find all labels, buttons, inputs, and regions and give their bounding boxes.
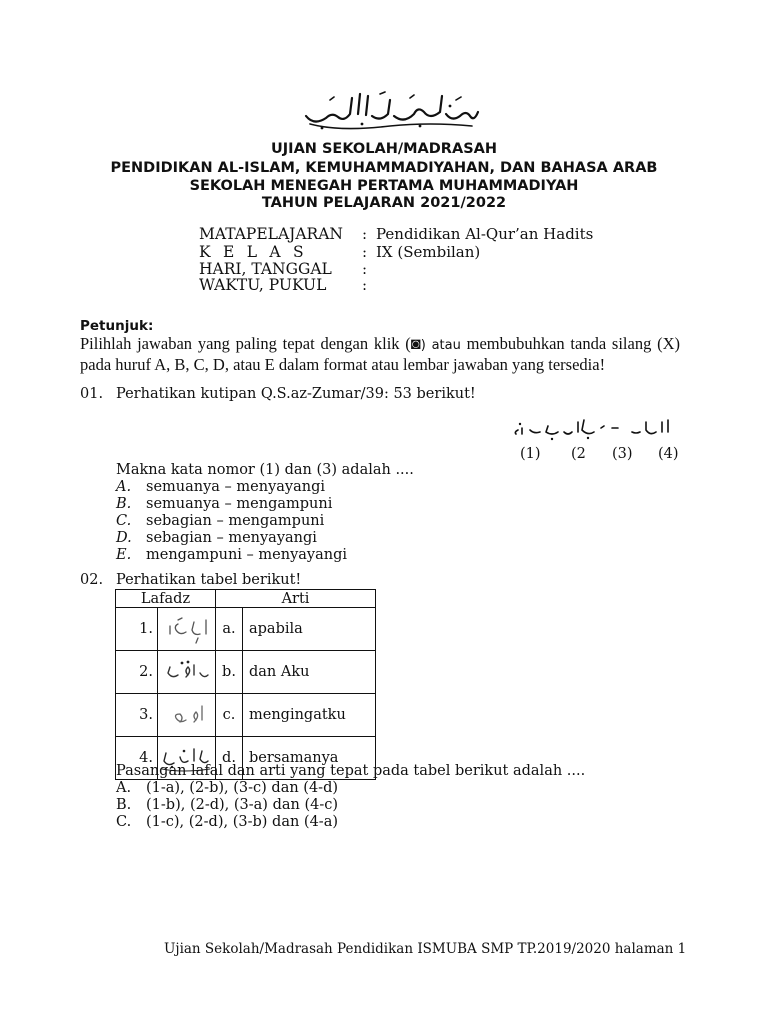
question-number: 01.	[80, 386, 104, 402]
exam-title: UJIAN SEKOLAH/MADRASAH	[271, 141, 497, 157]
info-colon: :	[362, 276, 368, 294]
page-footer: Ujian Sekolah/Madrasah Pendidikan ISMUBA SMP TP.2019/2020 halaman 1	[164, 941, 687, 957]
question-text: Perhatikan kutipan Q.S.az-Zumar/39: 53 berikut!	[116, 386, 476, 402]
option-text[interactable]: (1-c), (2-d), (3-b) dan (4-a)	[146, 814, 339, 830]
table-row	[116, 694, 376, 737]
arabic-word-2-icon	[158, 651, 216, 694]
row-letter: b.	[216, 651, 243, 694]
info-label-class: KELAS	[199, 243, 316, 261]
info-label-time: WAKTU, PUKUL	[199, 276, 327, 294]
info-value-class: IX (Sembilan)	[376, 243, 481, 261]
info-colon: :	[362, 243, 368, 261]
table-header-row	[116, 590, 376, 608]
instructions-text: Pilihlah jawaban yang paling tepat dengan klik (◙) atau membubuhkan tanda silang (X) pada huruf A, B, C, D, atau E dalam format atau lembar jawaban yang tersedia!	[80, 334, 680, 374]
option-text[interactable]: semuanya – mengampuni	[146, 496, 333, 512]
instructions-title: Petunjuk:	[80, 318, 154, 334]
table-header-arti: Arti	[216, 590, 376, 608]
question-prompt: Makna kata nomor (1) dan (3) adalah ....	[116, 462, 414, 478]
option-letter[interactable]: B.	[116, 797, 132, 813]
row-letter: a.	[216, 608, 243, 651]
verse-word-label: (4)	[658, 446, 679, 462]
arabic-verse-fragment-icon	[508, 414, 678, 442]
option-letter[interactable]: A.	[116, 479, 132, 495]
option-letter[interactable]: C.	[116, 814, 132, 830]
verse-word-label: (3)	[612, 446, 633, 462]
row-letter: d.	[216, 737, 243, 780]
row-arti: dan Aku	[243, 651, 376, 694]
option-letter[interactable]: B.	[116, 496, 132, 512]
row-letter: c.	[216, 694, 243, 737]
option-letter[interactable]: A.	[116, 780, 132, 796]
info-colon: :	[362, 260, 368, 278]
arabic-word-3-icon	[158, 694, 216, 737]
lafadz-table	[115, 589, 376, 780]
row-arti: bersamanya	[243, 737, 376, 780]
question-prompt: Pasangan lafal dan arti yang tepat pada tabel berikut adalah ....	[116, 763, 586, 779]
option-text[interactable]: (1-a), (2-b), (3-c) dan (4-d)	[146, 780, 339, 796]
row-arti: mengingatku	[243, 694, 376, 737]
option-text[interactable]: mengampuni – menyayangi	[146, 547, 348, 563]
question-text: Perhatikan tabel berikut!	[116, 572, 302, 588]
option-text[interactable]: (1-b), (2-d), (3-a) dan (4-c)	[146, 797, 339, 813]
table-row	[116, 608, 376, 651]
exam-subject-group: PENDIDIKAN AL-ISLAM, KEMUHAMMADIYAHAN, DAN BAHASA ARAB	[110, 160, 658, 176]
info-label-subject: MATAPELAJARAN	[199, 225, 343, 243]
table-header-lafadz: Lafadz	[116, 590, 216, 608]
row-number: 3.	[116, 694, 158, 737]
row-number: 1.	[116, 608, 158, 651]
verse-word-label: (2	[571, 446, 586, 462]
option-letter[interactable]: D.	[116, 530, 132, 546]
info-label-day-date: HARI, TANGGAL	[199, 260, 332, 278]
option-text[interactable]: semuanya – menyayangi	[146, 479, 325, 495]
row-arti: apabila	[243, 608, 376, 651]
academic-year: TAHUN PELAJARAN 2021/2022	[261, 195, 507, 211]
row-number: 2.	[116, 651, 158, 694]
info-colon: :	[362, 225, 368, 243]
option-letter[interactable]: E.	[116, 547, 132, 563]
school-name: SEKOLAH MENEGAH PERTAMA MUHAMMADIYAH	[189, 178, 579, 194]
option-text[interactable]: sebagian – mengampuni	[146, 513, 325, 529]
verse-word-label: (1)	[520, 446, 541, 462]
question-number: 02.	[80, 572, 104, 588]
arabic-word-1-icon	[158, 608, 216, 651]
option-text[interactable]: sebagian – menyayangi	[146, 530, 317, 546]
info-value-subject: Pendidikan Al-Qur’an Hadits	[376, 225, 594, 243]
option-letter[interactable]: C.	[116, 513, 132, 529]
table-row	[116, 651, 376, 694]
checkbox-symbol-icon: ◙	[410, 334, 421, 353]
bismillah-calligraphy-icon	[300, 86, 480, 134]
row-number: 4.	[116, 737, 158, 780]
